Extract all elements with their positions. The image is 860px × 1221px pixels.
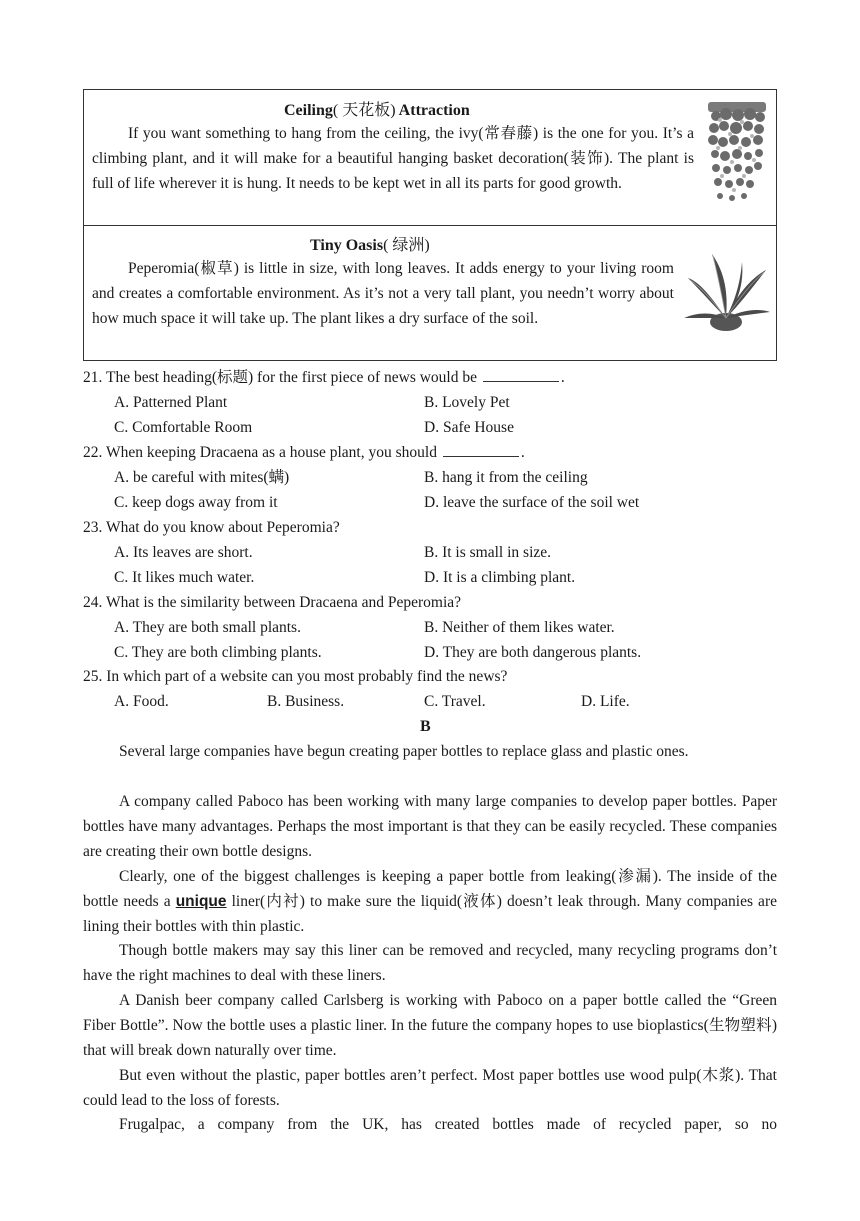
option-24-c: C. They are both climbing plants. <box>114 644 322 661</box>
box-title <box>310 232 430 255</box>
question-stem: 25. In which part of a website can you most probably find the news? <box>83 668 508 685</box>
option-22-a: A. be careful with mites(螨) <box>114 469 290 486</box>
question-21 <box>83 365 783 390</box>
title-en: Tiny Oasis <box>310 237 384 254</box>
answer-blank <box>443 442 519 457</box>
passage-paragraph-5: A Danish beer company called Carlsberg is working with Paboco on a paper bottle called the “Green Fiber Bottle”. Now the bottle uses a plastic liner. In the future the company hopes to use bioplastics(生物塑料) that will break down naturally over time. <box>83 992 777 1059</box>
question-stem-end: . <box>560 369 565 386</box>
paragraph-text: Clearly, one of the biggest challenges is keeping a paper bottle from leaking(渗漏). The inside of the bottle needs a <box>83 868 777 910</box>
passage-paragraph-4: Though bottle makers may say this liner can be removed and recycled, many recycling programs don’t have the right machines to deal with these liners. <box>83 942 777 984</box>
answer-blank <box>483 367 559 382</box>
box-body: Peperomia(椒草) is little in size, with long leaves. It adds energy to your living room and creates a comfortable environment. As it’s not a very tall plant, you needn’t worry about how much space it will take up. The plant likes a dry surface of the soil. <box>92 260 674 327</box>
title-en: Ceiling <box>284 102 333 119</box>
ceiling-attraction-box <box>83 89 777 226</box>
option-23-c: C. It likes much water. <box>114 569 255 586</box>
question-stem: 24. What is the similarity between Dracaena and Peperomia? <box>83 594 462 611</box>
question-23 <box>83 515 783 540</box>
underlined-word: unique <box>175 893 227 910</box>
option-21-a: A. Patterned Plant <box>114 394 228 411</box>
option-21-c: C. Comfortable Room <box>114 419 253 436</box>
title-en-2: Attraction <box>395 102 470 119</box>
question-stem: 22. When keeping Dracaena as a house plant, you should <box>83 444 441 461</box>
title-cn: ( 绿洲) <box>383 237 430 254</box>
option-22-d: D. leave the surface of the soil wet <box>424 494 640 511</box>
question-25 <box>83 664 783 689</box>
option-24-b: B. Neither of them likes water. <box>424 619 615 636</box>
option-25-a: A. Food. <box>114 693 169 710</box>
option-21-d: D. Safe House <box>424 419 514 436</box>
option-22-b: B. hang it from the ceiling <box>424 469 588 486</box>
option-23-a: A. Its leaves are short. <box>114 544 253 561</box>
passage-paragraph-2: A company called Paboco has been working with many large companies to develop paper bottles. Paper bottles have many advantages. Perhaps the most important is that they can be easily recycled. These companies are creating their own bottle designs. <box>83 793 777 860</box>
section-heading: B <box>420 718 431 735</box>
box-body: If you want something to hang from the ceiling, the ivy(常春藤) is the one for you. It’s a climbing plant, and it will make for a beautiful hanging basket decoration(装饰). The plant is full of life wherever it is hung. It needs to be kept wet in all its parts for good growth. <box>92 125 694 192</box>
option-24-d: D. They are both dangerous plants. <box>424 644 642 661</box>
passage-paragraph-1: Several large companies have begun creating paper bottles to replace glass and plastic ones. <box>119 743 689 760</box>
passage-paragraph-3 <box>83 864 777 939</box>
question-stem-end: . <box>520 444 525 461</box>
option-25-d: D. Life. <box>581 693 630 710</box>
option-25-c: C. Travel. <box>424 693 486 710</box>
tiny-oasis-box <box>83 225 777 361</box>
option-21-b: B. Lovely Pet <box>424 394 510 411</box>
peperomia-plant-image <box>682 248 772 338</box>
question-22 <box>83 440 783 465</box>
question-stem: 23. What do you know about Peperomia? <box>83 519 340 536</box>
question-stem: 21. The best heading(标题) for the first piece of news would be <box>83 369 481 386</box>
option-25-b: B. Business. <box>267 693 345 710</box>
passage-paragraph-7: Frugalpac, a company from the UK, has created bottles made of recycled paper, so no <box>119 1116 777 1133</box>
title-cn: ( 天花板) <box>332 102 396 119</box>
ivy-plant-image <box>704 100 770 210</box>
question-24 <box>83 590 783 615</box>
option-23-d: D. It is a climbing plant. <box>424 569 576 586</box>
option-23-b: B. It is small in size. <box>424 544 552 561</box>
paragraph-text: liner(内衬) to make sure the liquid(液体) doesn’t leak through. Many companies are lining their bottles with thin plastic. <box>83 893 777 935</box>
option-24-a: A. They are both small plants. <box>114 619 301 636</box>
box-title <box>284 97 470 120</box>
passage-paragraph-6: But even without the plastic, paper bottles aren’t perfect. Most paper bottles use wood pulp(木浆). That could lead to the loss of forests. <box>83 1067 777 1109</box>
option-22-c: C. keep dogs away from it <box>114 494 278 511</box>
